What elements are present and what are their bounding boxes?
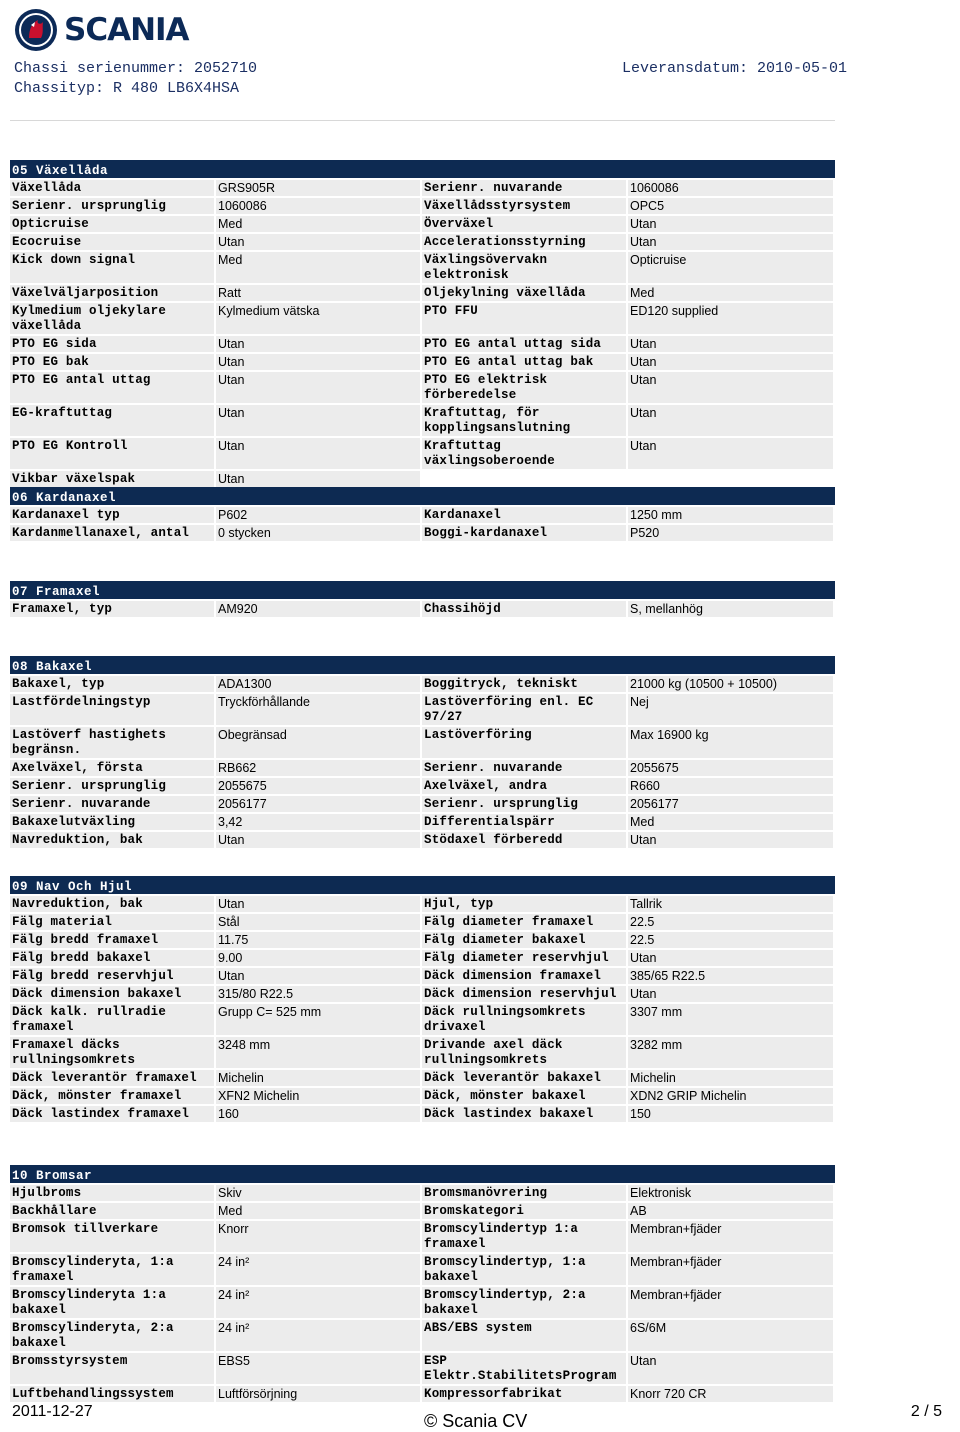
- spec-row: [10, 601, 835, 617]
- spec-label: Däck leverantör framaxel: [10, 1070, 216, 1086]
- spec-row: [10, 1088, 835, 1104]
- spec-label: Däck, mönster framaxel: [10, 1088, 216, 1104]
- spec-value: S, mellanhög: [628, 601, 835, 617]
- spec-label: Framaxel däcks rullningsomkrets: [10, 1037, 216, 1068]
- spec-row: [10, 1037, 835, 1068]
- spec-value: Membran+fjäder: [628, 1287, 835, 1318]
- spec-row: [10, 796, 835, 812]
- spec-value: 385/65 R22.5: [628, 968, 835, 984]
- spec-label: ABS/EBS system: [422, 1320, 628, 1351]
- spec-label: Chassihöjd: [422, 601, 628, 617]
- spec-label: Serienr. ursprunglig: [10, 198, 216, 214]
- spec-label: Fälg diameter bakaxel: [422, 932, 628, 948]
- spec-value: EBS5: [216, 1353, 422, 1384]
- spec-label: Däck, mönster bakaxel: [422, 1088, 628, 1104]
- spec-value: 315/80 R22.5: [216, 986, 422, 1002]
- spec-value: Knorr 720 CR: [628, 1386, 835, 1402]
- spec-row: [10, 778, 835, 794]
- spec-label: PTO FFU: [422, 303, 628, 334]
- spec-label: Däck kalk. rullradie framaxel: [10, 1004, 216, 1035]
- spec-label: Vikbar växelspak: [10, 471, 216, 487]
- spec-label: PTO EG antal uttag: [10, 372, 216, 403]
- spec-table: [10, 894, 835, 1124]
- spec-value: Grupp C= 525 mm: [216, 1004, 422, 1035]
- spec-label: Serienr. nuvarande: [422, 180, 628, 196]
- spec-section: [10, 487, 835, 543]
- spec-value: Utan: [628, 405, 835, 436]
- spec-label: Serienr. nuvarande: [10, 796, 216, 812]
- spec-label: Växellådsstyrsystem: [422, 198, 628, 214]
- page-header: [0, 0, 960, 130]
- spec-table: [10, 178, 835, 489]
- spec-label: Överväxel: [422, 216, 628, 232]
- spec-label: ESP Elektr.StabilitetsProgram: [422, 1353, 628, 1384]
- spec-label: Bakaxelutväxling: [10, 814, 216, 830]
- spec-value: 22.5: [628, 914, 835, 930]
- spec-row: [10, 336, 835, 352]
- spec-label: Kick down signal: [10, 252, 216, 283]
- spec-row: [10, 525, 835, 541]
- spec-value: 2055675: [628, 760, 835, 776]
- section-title: 07 Framaxel: [10, 581, 835, 599]
- spec-label: Däck dimension framaxel: [422, 968, 628, 984]
- spec-value: [628, 471, 835, 487]
- spec-table: [10, 599, 835, 619]
- spec-label: Bromscylindertyp, 1:a bakaxel: [422, 1254, 628, 1285]
- spec-value: 1060086: [628, 180, 835, 196]
- spec-value: 11.75: [216, 932, 422, 948]
- spec-label: Lastöverföring: [422, 727, 628, 758]
- spec-label: Serienr. ursprunglig: [422, 796, 628, 812]
- spec-label: Hjul, typ: [422, 896, 628, 912]
- spec-value: Michelin: [216, 1070, 422, 1086]
- spec-value: Kylmedium vätska: [216, 303, 422, 334]
- spec-value: P520: [628, 525, 835, 541]
- spec-label: Bakaxel, typ: [10, 676, 216, 692]
- spec-table: [10, 505, 835, 543]
- spec-value: 9.00: [216, 950, 422, 966]
- spec-value: Luftförsörjning: [216, 1386, 422, 1402]
- spec-row: [10, 694, 835, 725]
- spec-value: Stål: [216, 914, 422, 930]
- spec-label: Stödaxel förberedd: [422, 832, 628, 848]
- spec-label: Växellåda: [10, 180, 216, 196]
- spec-row: [10, 471, 835, 487]
- spec-label: Bromscylinderyta, 2:a bakaxel: [10, 1320, 216, 1351]
- spec-label: Bromscylindertyp 1:a framaxel: [422, 1221, 628, 1252]
- spec-label: Drivande axel däck rullningsomkrets: [422, 1037, 628, 1068]
- spec-label: Växelväljarposition: [10, 285, 216, 301]
- spec-label: Däck leverantör bakaxel: [422, 1070, 628, 1086]
- spec-value: AB: [628, 1203, 835, 1219]
- spec-value: Obegränsad: [216, 727, 422, 758]
- spec-label: Luftbehandlingssystem: [10, 1386, 216, 1402]
- spec-label: Fälg diameter framaxel: [422, 914, 628, 930]
- spec-label: Bromskategori: [422, 1203, 628, 1219]
- spec-value: 3282 mm: [628, 1037, 835, 1068]
- spec-label: Ecocruise: [10, 234, 216, 250]
- section-title: 10 Bromsar: [10, 1165, 835, 1183]
- spec-label: PTO EG antal uttag bak: [422, 354, 628, 370]
- footer-date: 2011-12-27: [12, 1403, 93, 1420]
- spec-value: Utan: [628, 832, 835, 848]
- spec-value: 21000 kg (10500 + 10500): [628, 676, 835, 692]
- spec-value: Utan: [628, 986, 835, 1002]
- spec-row: [10, 198, 835, 214]
- spec-value: Utan: [216, 896, 422, 912]
- spec-section: [10, 160, 835, 489]
- spec-value: XFN2 Michelin: [216, 1088, 422, 1104]
- spec-row: [10, 252, 835, 283]
- spec-value: Med: [216, 252, 422, 283]
- spec-row: [10, 372, 835, 403]
- spec-row: [10, 354, 835, 370]
- spec-value: Med: [216, 1203, 422, 1219]
- spec-value: RB662: [216, 760, 422, 776]
- brand-wordmark: SCANIA: [64, 12, 189, 48]
- spec-row: [10, 832, 835, 848]
- spec-label: Axelväxel, andra: [422, 778, 628, 794]
- spec-value: Utan: [216, 354, 422, 370]
- spec-label: Fälg diameter reservhjul: [422, 950, 628, 966]
- spec-label: Framaxel, typ: [10, 601, 216, 617]
- spec-label: Differentialspärr: [422, 814, 628, 830]
- section-title: 09 Nav Och Hjul: [10, 876, 835, 894]
- section-title: 05 Växellåda: [10, 160, 835, 178]
- spec-label: Däck lastindex framaxel: [10, 1106, 216, 1122]
- spec-label: Kraftuttag växlingsoberoende: [422, 438, 628, 469]
- spec-value: XDN2 GRIP Michelin: [628, 1088, 835, 1104]
- spec-section: [10, 876, 835, 1124]
- chassis-number: Chassi serienummer: 2052710: [14, 60, 258, 77]
- spec-label: Accelerationsstyrning: [422, 234, 628, 250]
- spec-section: [10, 1165, 835, 1404]
- spec-label: Serienr. ursprunglig: [10, 778, 216, 794]
- spec-value: Utan: [216, 471, 422, 487]
- spec-value: Utan: [628, 438, 835, 469]
- spec-row: [10, 1320, 835, 1351]
- spec-value: 24 in²: [216, 1320, 422, 1351]
- spec-value: Utan: [216, 372, 422, 403]
- griffin-emblem-icon: [14, 5, 58, 55]
- spec-value: 3,42: [216, 814, 422, 830]
- section-title: 08 Bakaxel: [10, 656, 835, 674]
- spec-label: Opticruise: [10, 216, 216, 232]
- spec-label: Kardanaxel: [422, 507, 628, 523]
- spec-value: Utan: [216, 438, 422, 469]
- scania-logo: [14, 5, 189, 55]
- spec-label: [422, 471, 628, 487]
- spec-value: 2056177: [216, 796, 422, 812]
- spec-row: [10, 814, 835, 830]
- spec-value: Utan: [216, 234, 422, 250]
- spec-label: Kraftuttag, för kopplingsanslutning: [422, 405, 628, 436]
- spec-label: Boggitryck, tekniskt: [422, 676, 628, 692]
- spec-value: Skiv: [216, 1185, 422, 1201]
- spec-section: [10, 656, 835, 850]
- spec-value: 2056177: [628, 796, 835, 812]
- spec-label: Bromscylinderyta 1:a bakaxel: [10, 1287, 216, 1318]
- spec-label: Fälg bredd bakaxel: [10, 950, 216, 966]
- spec-label: Navreduktion, bak: [10, 832, 216, 848]
- spec-row: [10, 1106, 835, 1122]
- section-title: 06 Kardanaxel: [10, 487, 835, 505]
- spec-value: 1250 mm: [628, 507, 835, 523]
- spec-value: ADA1300: [216, 676, 422, 692]
- spec-label: Kylmedium oljekylare växellåda: [10, 303, 216, 334]
- spec-value: Utan: [628, 1353, 835, 1384]
- spec-label: Kardanmellanaxel, antal: [10, 525, 216, 541]
- spec-row: [10, 234, 835, 250]
- spec-value: Tryckförhållande: [216, 694, 422, 725]
- spec-value: Utan: [216, 832, 422, 848]
- spec-label: Kompressorfabrikat: [422, 1386, 628, 1402]
- spec-row: [10, 285, 835, 301]
- spec-value: Utan: [628, 372, 835, 403]
- spec-section: [10, 581, 835, 619]
- spec-value: ED120 supplied: [628, 303, 835, 334]
- spec-value: Membran+fjäder: [628, 1221, 835, 1252]
- spec-value: Utan: [628, 336, 835, 352]
- spec-value: 1060086: [216, 198, 422, 214]
- spec-label: Kardanaxel typ: [10, 507, 216, 523]
- spec-label: PTO EG antal uttag sida: [422, 336, 628, 352]
- spec-value: Nej: [628, 694, 835, 725]
- spec-row: [10, 438, 835, 469]
- spec-label: Oljekylning växellåda: [422, 285, 628, 301]
- spec-value: 2055675: [216, 778, 422, 794]
- spec-value: Utan: [628, 950, 835, 966]
- spec-row: [10, 1221, 835, 1252]
- spec-label: Däck rullningsomkrets drivaxel: [422, 1004, 628, 1035]
- spec-label: PTO EG bak: [10, 354, 216, 370]
- spec-value: R660: [628, 778, 835, 794]
- spec-value: Med: [628, 814, 835, 830]
- spec-table: [10, 674, 835, 850]
- spec-label: Boggi-kardanaxel: [422, 525, 628, 541]
- spec-value: Opticruise: [628, 252, 835, 283]
- spec-value: Max 16900 kg: [628, 727, 835, 758]
- spec-row: [10, 1287, 835, 1318]
- spec-row: [10, 1353, 835, 1384]
- spec-row: [10, 1254, 835, 1285]
- spec-value: GRS905R: [216, 180, 422, 196]
- spec-row: [10, 986, 835, 1002]
- spec-row: [10, 303, 835, 334]
- spec-value: Michelin: [628, 1070, 835, 1086]
- spec-row: [10, 180, 835, 196]
- spec-label: PTO EG elektrisk förberedelse: [422, 372, 628, 403]
- spec-row: [10, 896, 835, 912]
- spec-value: Utan: [628, 354, 835, 370]
- spec-label: Bromsstyrsystem: [10, 1353, 216, 1384]
- spec-value: 3307 mm: [628, 1004, 835, 1035]
- spec-table: [10, 1183, 835, 1404]
- spec-value: Knorr: [216, 1221, 422, 1252]
- spec-label: Lastöverf hastighets begränsn.: [10, 727, 216, 758]
- spec-label: Däck dimension bakaxel: [10, 986, 216, 1002]
- spec-value: Utan: [216, 405, 422, 436]
- spec-value: Utan: [628, 234, 835, 250]
- spec-row: [10, 950, 835, 966]
- spec-value: Elektronisk: [628, 1185, 835, 1201]
- spec-label: Lastfördelningstyp: [10, 694, 216, 725]
- spec-value: Med: [216, 216, 422, 232]
- spec-label: Bromscylinderyta, 1:a framaxel: [10, 1254, 216, 1285]
- header-divider: [10, 120, 835, 121]
- spec-label: PTO EG sida: [10, 336, 216, 352]
- spec-value: OPC5: [628, 198, 835, 214]
- spec-value: Utan: [216, 336, 422, 352]
- spec-value: 0 stycken: [216, 525, 422, 541]
- spec-row: [10, 676, 835, 692]
- spec-row: [10, 1386, 835, 1402]
- spec-label: Serienr. nuvarande: [422, 760, 628, 776]
- spec-value: 24 in²: [216, 1254, 422, 1285]
- spec-value: 22.5: [628, 932, 835, 948]
- spec-row: [10, 760, 835, 776]
- spec-label: Axelväxel, första: [10, 760, 216, 776]
- spec-row: [10, 1004, 835, 1035]
- spec-row: [10, 1070, 835, 1086]
- spec-label: Lastöverföring enl. EC 97/27: [422, 694, 628, 725]
- spec-label: Fälg bredd reservhjul: [10, 968, 216, 984]
- footer-copyright: © Scania CV: [424, 1411, 528, 1431]
- spec-label: Fälg bredd framaxel: [10, 932, 216, 948]
- spec-value: 24 in²: [216, 1287, 422, 1318]
- spec-value: Med: [628, 285, 835, 301]
- spec-row: [10, 507, 835, 523]
- spec-row: [10, 1185, 835, 1201]
- spec-row: [10, 914, 835, 930]
- spec-row: [10, 968, 835, 984]
- spec-label: Bromsok tillverkare: [10, 1221, 216, 1252]
- spec-label: Hjulbroms: [10, 1185, 216, 1201]
- spec-row: [10, 216, 835, 232]
- spec-label: PTO EG Kontroll: [10, 438, 216, 469]
- spec-label: Däck lastindex bakaxel: [422, 1106, 628, 1122]
- spec-label: Backhållare: [10, 1203, 216, 1219]
- spec-value: 150: [628, 1106, 835, 1122]
- spec-row: [10, 932, 835, 948]
- spec-value: AM920: [216, 601, 422, 617]
- spec-value: P602: [216, 507, 422, 523]
- spec-value: Ratt: [216, 285, 422, 301]
- spec-label: Växlingsövervakn elektronisk: [422, 252, 628, 283]
- spec-row: [10, 405, 835, 436]
- spec-label: Bromsmanövrering: [422, 1185, 628, 1201]
- spec-row: [10, 727, 835, 758]
- spec-value: Tallrik: [628, 896, 835, 912]
- spec-label: EG-kraftuttag: [10, 405, 216, 436]
- spec-label: Bromscylindertyp, 2:a bakaxel: [422, 1287, 628, 1318]
- spec-value: Utan: [216, 968, 422, 984]
- spec-value: 3248 mm: [216, 1037, 422, 1068]
- spec-value: Utan: [628, 216, 835, 232]
- chassis-type: Chassityp: R 480 LB6X4HSA: [14, 80, 240, 97]
- spec-row: [10, 1203, 835, 1219]
- spec-label: Fälg material: [10, 914, 216, 930]
- spec-value: Membran+fjäder: [628, 1254, 835, 1285]
- spec-label: Däck dimension reservhjul: [422, 986, 628, 1002]
- spec-label: Navreduktion, bak: [10, 896, 216, 912]
- delivery-date: Leveransdatum: 2010-05-01: [622, 60, 848, 77]
- spec-value: 160: [216, 1106, 422, 1122]
- page-number: 2 / 5: [910, 1403, 942, 1420]
- spec-value: 6S/6M: [628, 1320, 835, 1351]
